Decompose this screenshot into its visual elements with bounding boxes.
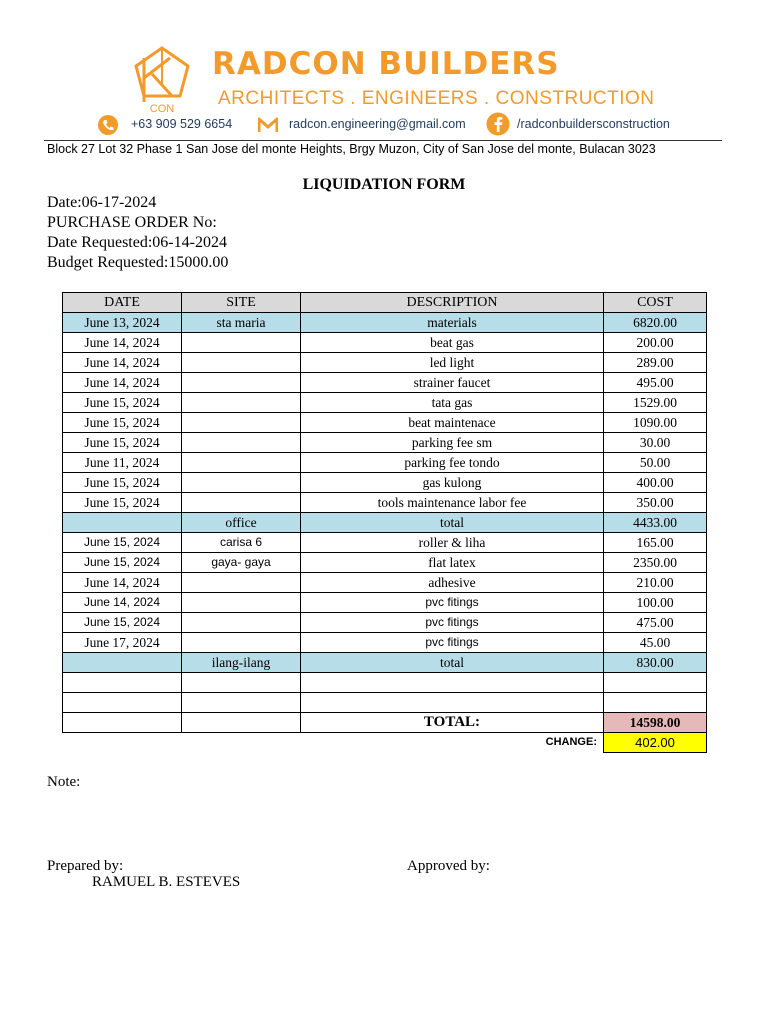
table-row — [63, 353, 707, 373]
cost-cell — [604, 693, 707, 713]
date-cell — [63, 673, 182, 693]
cost-cell: 1529.00 — [604, 393, 707, 413]
preparer-name: RAMUEL B. ESTEVES — [92, 874, 241, 890]
date-cell — [63, 713, 182, 733]
date-cell: June 15, 2024 — [63, 533, 182, 553]
table-row — [63, 433, 707, 453]
total-value: 14598.00 — [604, 713, 707, 733]
cost-cell: 475.00 — [604, 613, 707, 633]
description-cell: beat maintenace — [301, 413, 604, 433]
table-row — [63, 453, 707, 473]
description-cell: total — [301, 513, 604, 533]
site-cell — [182, 633, 301, 653]
company-tagline: ARCHITECTS . ENGINEERS . CONSTRUCTION — [218, 88, 655, 109]
description-cell: strainer faucet — [301, 373, 604, 393]
change-row — [63, 733, 707, 753]
site-cell — [182, 573, 301, 593]
site-cell — [182, 713, 301, 733]
description-cell: beat gas — [301, 333, 604, 353]
table-row — [63, 613, 707, 633]
company-name: RADCON BUILDERS — [212, 46, 560, 82]
site-cell — [182, 473, 301, 493]
blank-cell — [182, 733, 301, 753]
cost-cell: 165.00 — [604, 533, 707, 553]
phone-icon — [97, 114, 119, 136]
description-cell — [301, 693, 604, 713]
cost-cell: 350.00 — [604, 493, 707, 513]
site-cell — [182, 353, 301, 373]
email-address: radcon.engineering@gmail.com — [289, 117, 466, 131]
date-cell: June 13, 2024 — [63, 313, 182, 333]
date-cell: June 15, 2024 — [63, 413, 182, 433]
empty-row — [63, 693, 707, 713]
description-cell: parking fee tondo — [301, 453, 604, 473]
site-cell — [182, 333, 301, 353]
column-header-cost: COST — [604, 293, 707, 313]
table-row — [63, 313, 707, 333]
date-cell — [63, 693, 182, 713]
company-logo — [130, 44, 194, 116]
cost-cell: 830.00 — [604, 653, 707, 673]
approved-by-label: Approved by: — [407, 858, 490, 874]
date-cell: June 15, 2024 — [63, 613, 182, 633]
date-cell: June 15, 2024 — [63, 393, 182, 413]
table-row — [63, 593, 707, 613]
subtotal-row — [63, 653, 707, 673]
table-row — [63, 553, 707, 573]
table-row — [63, 333, 707, 353]
prepared-by-label: Prepared by: — [47, 858, 124, 874]
cost-cell: 100.00 — [604, 593, 707, 613]
cost-cell: 4433.00 — [604, 513, 707, 533]
date-cell: June 15, 2024 — [63, 473, 182, 493]
description-cell: tools maintenance labor fee — [301, 493, 604, 513]
description-cell: pvc fitings — [301, 593, 604, 613]
site-cell — [182, 673, 301, 693]
cost-cell: 289.00 — [604, 353, 707, 373]
table-row — [63, 473, 707, 493]
description-cell — [301, 673, 604, 693]
total-label: TOTAL: — [301, 713, 604, 733]
description-cell: roller & liha — [301, 533, 604, 553]
date-cell: June 14, 2024 — [63, 373, 182, 393]
description-cell: parking fee sm — [301, 433, 604, 453]
description-cell: gas kulong — [301, 473, 604, 493]
date-cell: June 11, 2024 — [63, 453, 182, 473]
site-cell: gaya- gaya — [182, 553, 301, 573]
budget-requested: Budget Requested:15000.00 — [47, 254, 229, 271]
table-row — [63, 373, 707, 393]
site-cell — [182, 613, 301, 633]
phone-number: +63 909 529 6654 — [131, 117, 233, 131]
description-cell: adhesive — [301, 573, 604, 593]
site-cell — [182, 393, 301, 413]
site-cell — [182, 593, 301, 613]
site-cell — [182, 373, 301, 393]
cost-cell — [604, 673, 707, 693]
table-header-row — [63, 293, 707, 313]
cost-cell: 30.00 — [604, 433, 707, 453]
date-cell — [63, 513, 182, 533]
date-cell: June 15, 2024 — [63, 553, 182, 573]
header-divider — [44, 140, 722, 141]
site-cell — [182, 493, 301, 513]
date-cell: June 14, 2024 — [63, 573, 182, 593]
facebook-icon — [486, 112, 510, 136]
cost-cell: 210.00 — [604, 573, 707, 593]
table-row — [63, 413, 707, 433]
site-cell — [182, 453, 301, 473]
description-cell: flat latex — [301, 553, 604, 573]
description-cell: pvc fitings — [301, 613, 604, 633]
date-cell: June 14, 2024 — [63, 353, 182, 373]
date-cell: June 15, 2024 — [63, 493, 182, 513]
site-cell: ilang-ilang — [182, 653, 301, 673]
cost-cell: 2350.00 — [604, 553, 707, 573]
total-row — [63, 713, 707, 733]
description-cell: total — [301, 653, 604, 673]
site-cell: carisa 6 — [182, 533, 301, 553]
description-cell: materials — [301, 313, 604, 333]
cost-cell: 6820.00 — [604, 313, 707, 333]
cost-cell: 200.00 — [604, 333, 707, 353]
cost-cell: 45.00 — [604, 633, 707, 653]
liquidation-table — [62, 292, 707, 753]
site-cell — [182, 413, 301, 433]
note-label: Note: — [47, 774, 81, 790]
description-cell: led light — [301, 353, 604, 373]
change-label: CHANGE: — [545, 736, 597, 749]
column-header-description: DESCRIPTION — [301, 293, 604, 313]
site-cell: sta maria — [182, 313, 301, 333]
date-cell: June 14, 2024 — [63, 593, 182, 613]
table-row — [63, 573, 707, 593]
purchase-order-no: PURCHASE ORDER No: — [47, 214, 217, 231]
date-cell: June 17, 2024 — [63, 633, 182, 653]
cost-cell: 1090.00 — [604, 413, 707, 433]
cost-cell: 495.00 — [604, 373, 707, 393]
description-cell: pvc fitings — [301, 633, 604, 653]
change-value: 402.00 — [604, 733, 707, 753]
description-cell: tata gas — [301, 393, 604, 413]
empty-row — [63, 673, 707, 693]
email-icon — [258, 117, 278, 133]
blank-cell — [63, 733, 182, 753]
site-cell — [182, 693, 301, 713]
table-row — [63, 393, 707, 413]
date-cell: June 14, 2024 — [63, 333, 182, 353]
date-requested: Date Requested:06-14-2024 — [47, 234, 227, 251]
table-row — [63, 633, 707, 653]
subtotal-row — [63, 513, 707, 533]
company-address: Block 27 Lot 32 Phase 1 San Jose del monte Heights, Brgy Muzon, City of San Jose del monte, Bulacan 3023 — [47, 142, 656, 156]
date-cell — [63, 653, 182, 673]
column-header-date: DATE — [63, 293, 182, 313]
logo-text: CON — [149, 103, 175, 115]
cost-cell: 50.00 — [604, 453, 707, 473]
cost-cell: 400.00 — [604, 473, 707, 493]
column-header-site: SITE — [182, 293, 301, 313]
date-cell: June 15, 2024 — [63, 433, 182, 453]
form-date: Date:06-17-2024 — [47, 194, 157, 211]
form-title: LIQUIDATION FORM — [302, 176, 466, 193]
table-row — [63, 493, 707, 513]
site-cell — [182, 433, 301, 453]
facebook-page: /radconbuildersconstruction — [517, 117, 670, 131]
table-row — [63, 533, 707, 553]
site-cell: office — [182, 513, 301, 533]
